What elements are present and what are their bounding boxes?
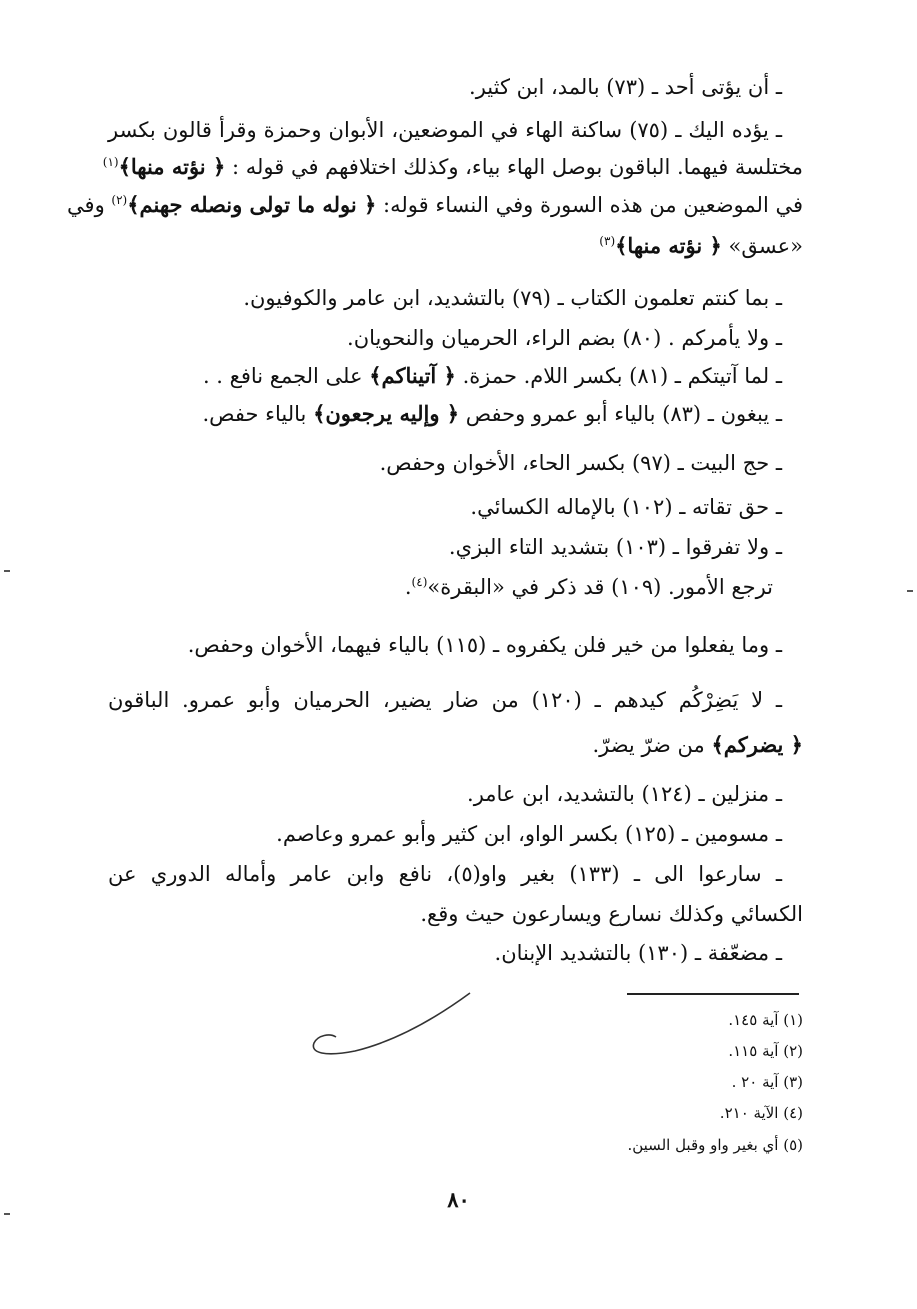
pen-stroke-mark: [300, 985, 500, 1065]
footnote: (٤) الآية ٢١٠.: [719, 1104, 803, 1122]
text-line: ترجع الأمور. (١٠٩) قد ذكر في «البقرة»$^{(٤)}$.: [404, 575, 773, 599]
text-line: ـ مضعّفة ـ (١٣٠) بالتشديد الإبنان.: [494, 941, 782, 965]
scan-mark: [4, 1213, 10, 1215]
text-line: ـ حق تقاته ـ (١٠٢) بالإماله الكسائي.: [470, 495, 782, 519]
text-line: ـ وما يفعلوا من خير فلن يكفروه ـ (١١٥) بالياء فيهما، الأخوان وحفص.: [187, 633, 782, 657]
text-line: ـ سارعوا الى ـ (١٣٣) بغير واو(٥)، نافع وابن عامر وأماله الدوري عن: [108, 862, 782, 886]
footnote: (١) آية ١٤٥.: [728, 1011, 803, 1029]
text-line: ـ ولا تفرقوا ـ (١٠٣) بتشديد التاء البزي.: [448, 535, 782, 559]
text-line: ﴿ يضركم﴾ من ضرّ يضرّ.: [592, 732, 803, 757]
text-line: ـ بما كنتم تعلمون الكتاب ـ (٧٩) بالتشديد، ابن عامر والكوفيون.: [243, 286, 782, 310]
text-line: ـ أن يؤتى أحد ـ (٧٣) بالمد، ابن كثير.: [469, 75, 782, 99]
footnote: (٢) آية ١١٥.: [728, 1042, 803, 1060]
text-line: ـ لما آتيتكم ـ (٨١) بكسر اللام. حمزة. ﴿ آتيناكم﴾ على الجمع نافع . .: [202, 363, 782, 388]
text-line: ـ حج البيت ـ (٩٧) بكسر الحاء، الأخوان وحفص.: [379, 451, 782, 475]
footnote: (٥) أي بغير واو وقبل السين.: [627, 1136, 803, 1154]
text-line: ـ مسومين ـ (١٢٥) بكسر الواو، ابن كثير وأبو عمرو وعاصم.: [276, 822, 782, 846]
text-line: «عسق» ﴿ نؤته منها﴾$^{(٣)}$: [599, 233, 803, 258]
text-line: ـ يبغون ـ (٨٣) بالياء أبو عمرو وحفص ﴿ وإليه يرجعون﴾ بالياء حفص.: [202, 401, 782, 426]
text-line: ـ منزلين ـ (١٢٤) بالتشديد، ابن عامر.: [467, 782, 782, 806]
footnote-divider: [627, 993, 799, 995]
text-line: في الموضعين من هذه السورة وفي النساء قوله: ﴿ نوله ما تولى ونصله جهنم﴾$^{(٢)}$ وفي: [67, 192, 803, 217]
footnote: (٣) آية ٢٠ .: [731, 1073, 803, 1091]
text-line: ـ يؤده اليك ـ (٧٥) ساكنة الهاء في الموضعين، الأبوان وحمزة وقرأ قالون بكسر: [108, 118, 782, 142]
scan-mark: [907, 590, 913, 592]
text-line: ـ لا يَضِرْكُم كيدهم ـ (١٢٠) من ضار يضير، الحرميان وأبو عمرو. الباقون: [108, 688, 782, 712]
page-number: ٨٠: [447, 1187, 470, 1212]
text-line: مختلسة فيهما. الباقون بوصل الهاء بياء، وكذلك اختلافهم في قوله : ﴿ نؤته منها﴾$^{(١)}$: [102, 154, 803, 179]
text-line: ـ ولا يأمركم . (٨٠) بضم الراء، الحرميان والنحويان.: [347, 326, 782, 350]
text-line: الكسائي وكذلك نسارع ويسارعون حيث وقع.: [420, 902, 803, 926]
scan-mark: [4, 570, 10, 572]
